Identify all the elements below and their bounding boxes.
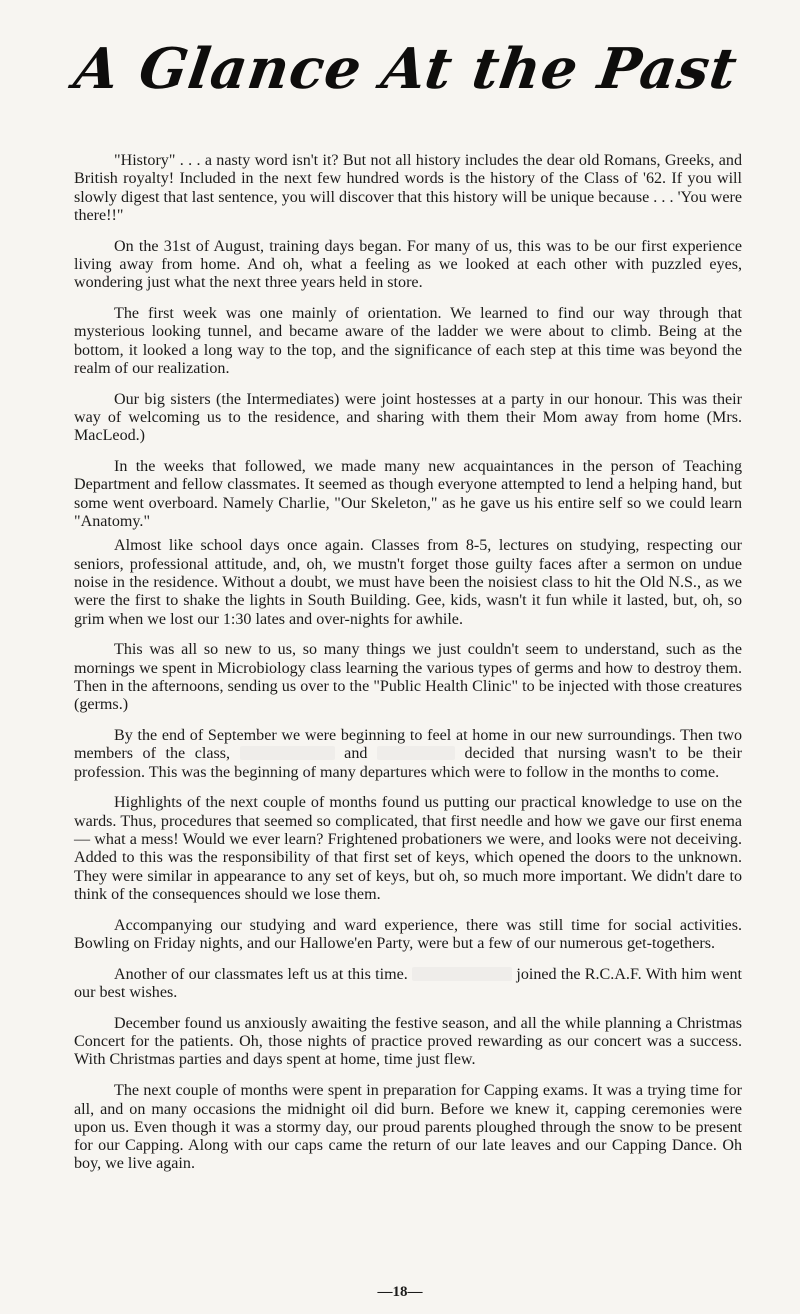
paragraph-acquaintances: In the weeks that followed, we made many new acquaintances in the person of Teaching Department and fellow classmates. It seemed as though everyone attempted to lend a helping hand, but some went overboard. Namely Charlie, "Our Skeleton," as he gave us his entire self so we could learn "Anatomy.": [74, 458, 742, 531]
rcaf-text-2: joined the R.C.A.F. With him went our best wishes.: [74, 965, 743, 1002]
september-text-2: and: [344, 745, 368, 763]
redacted-name: [412, 967, 512, 981]
page-number: —18—: [377, 1284, 423, 1300]
paragraph-school-days: Almost like school days once again. Classes from 8-5, lectures on studying, respecting our seniors, professional attitude, and, oh, we mustn't forget those guilty faces after a sermon on undue noise in the residence. Without a doubt, we must have been the noisiest class to hit the Old N.S., as we were the first to shake the lights in South Building. Gee, kids, wasn't it fun while it lasted, but, oh, so grim when we lost our 1:30 lates and over-nights for awhile.: [74, 537, 742, 628]
paragraph-social-activities: Accompanying our studying and ward experience, there was still time for social activities. Bowling on Friday nights, and our Hallowe'en Party, were but a few of our numerous get-togethers.: [74, 916, 742, 952]
paragraph-highlights: Highlights of the next couple of months found us putting our practical knowledge to use on the wards. Thus, procedures that seemed so complicated, that first needle and how we gave our first enema — what a mess! Would we ever learn? Frightened probationers we were, and looks were not deceiving. Added to this was the responsibility of that first set of keys, which opened the doors to the unknown. They were similar in appearance to any set of keys, but oh, so much more important. We didn't dare to think of the consequences should we lose them.: [74, 794, 742, 903]
september-text-3: decided that nursing wasn't to be their profession. This was the beginning of many departures which were to follow in the months to come.: [74, 745, 742, 781]
redacted-name: [240, 746, 335, 760]
paragraph-rcaf: [74, 966, 742, 1003]
paragraph-microbiology: This was all so new to us, so many things we just couldn't seem to understand, such as the mornings we spent in Microbiology class learning the various types of germs and how to destroy them. Then in the afternoons, sending us over to the "Public Health Clinic" to be injected with those creatures (germs.): [74, 641, 742, 714]
paragraph-history: "History" . . . a nasty word isn't it? But not all history includes the dear old Romans, Greeks, and British royalty! Included in the next few hundred words is the history of the Class of '62. If you will slowly digest that last sentence, you will discover that this history will be unique because . . . 'You were there!!": [74, 152, 742, 224]
paragraph-december: December found us anxiously awaiting the festive season, and all the while planning a Christmas Concert for the patients. Oh, those nights of practice proved rewarding as our concert was a success. With Christmas parties and days spent at home, time just flew.: [74, 1014, 742, 1069]
paragraph-big-sisters: Our big sisters (the Intermediates) were joint hostesses at a party in our honour. This was their way of welcoming us to the residence, and sharing with them their Mom away from home (Mrs. MacLeod.): [74, 390, 742, 445]
page-title: A Glance At the Past: [70, 36, 742, 102]
paragraph-capping: The next couple of months were spent in preparation for Capping exams. It was a trying time for all, and on many occasions the midnight oil did burn. Before we knew it, capping ceremonies were upon us. Even though it was a stormy day, our proud parents ploughed through the snow to be present for our Capping. Along with our caps came the return of our late leaves and our Capping Dance. Oh boy, we live again.: [74, 1082, 742, 1173]
paragraph-september: [74, 727, 742, 782]
article-body: [74, 152, 742, 1174]
redacted-name: [377, 746, 455, 760]
paragraph-orientation: The first week was one mainly of orientation. We learned to find our way through that mysterious looking tunnel, and became aware of the ladder we were about to climb. Being at the bottom, it looked a long way to the top, and the significance of each step at this time was beyond the realm of our realization.: [74, 305, 742, 377]
paragraph-training-days: On the 31st of August, training days began. For many of us, this was to be our first experience living away from home. And oh, what a feeling as we looked at each other with puzzled eyes, wondering just what the next three years held in store.: [74, 237, 742, 292]
september-text-1: By the end of September we were beginning to feel at home in our new surroundings. Then two members of the class,: [74, 727, 742, 763]
rcaf-text-1: Another of our classmates left us at this time.: [114, 965, 408, 983]
